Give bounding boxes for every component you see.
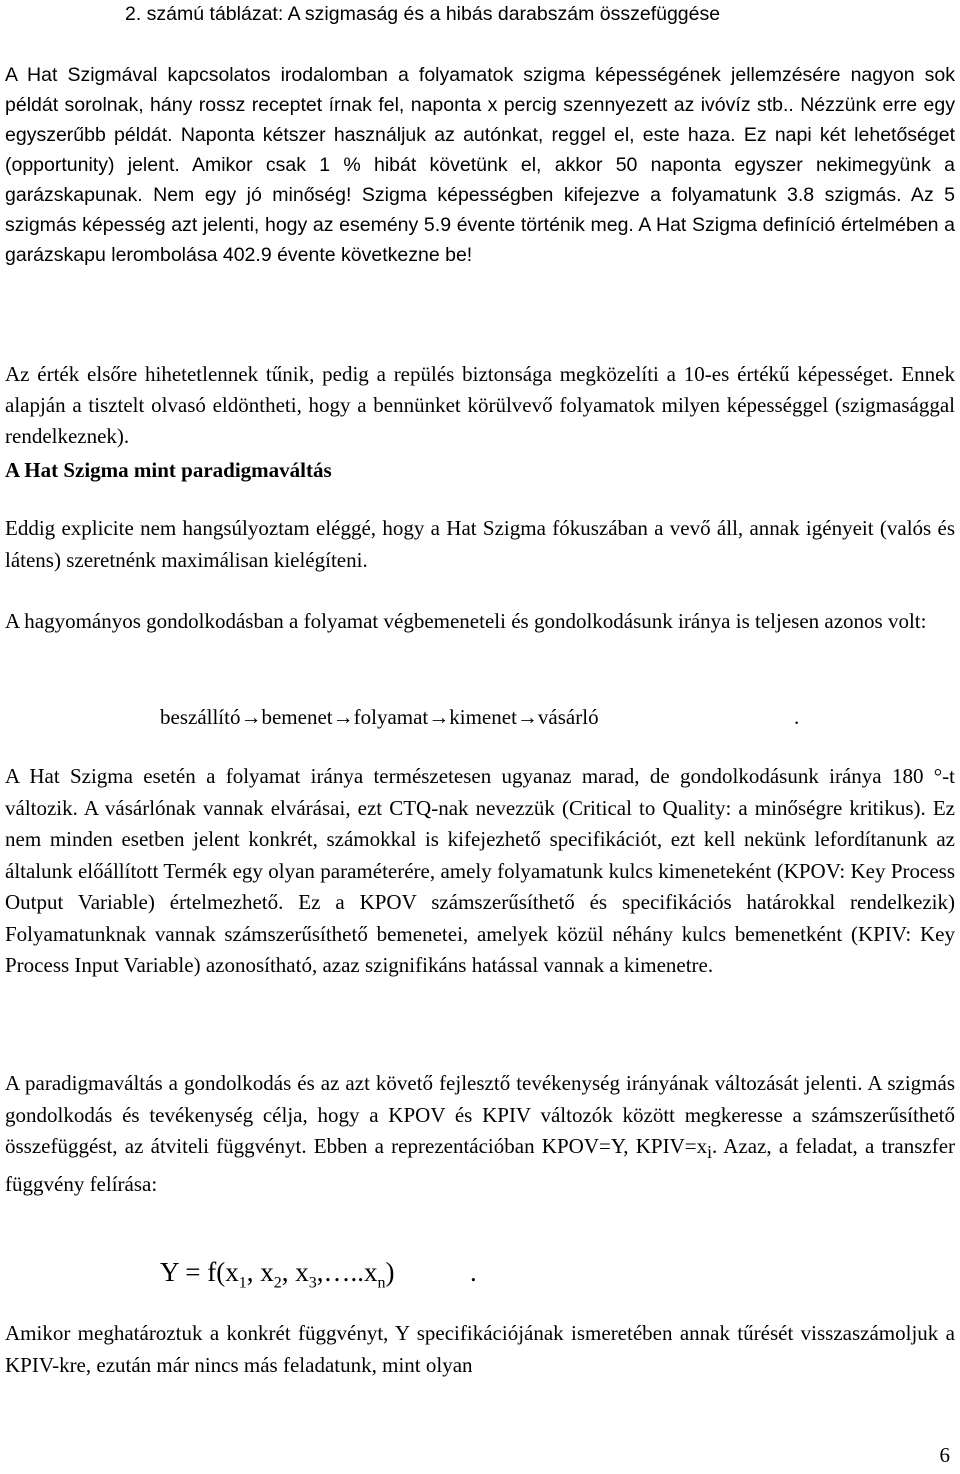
- formula-subscript: 3: [308, 1274, 317, 1292]
- table-caption: 2. számú táblázat: A szigmaság és a hibás darabszám összefüggése: [125, 3, 721, 25]
- flow-supplier: beszállító: [160, 705, 241, 729]
- formula-subscript: 2: [273, 1274, 282, 1292]
- formula-part: ,…..x: [316, 1257, 378, 1287]
- flow-input: bemenet: [261, 705, 333, 729]
- subscript-i: i: [707, 1142, 712, 1163]
- right-arrow-icon: →: [240, 705, 262, 729]
- process-flow-formula: [160, 702, 800, 732]
- paradigm-text: A paradigmaváltás a gondolkodás és az azt követő fejlesztő tevékenység irányának változását jelenti. A szigmás gondolkodás és tevékenység célja, hogy a KPOV és KPIV változók között megkeresse a számszerűsíthető összefüggést, az átviteli függvényt. Ebben a reprezentációban KPOV=Y, KPIV=x: [5, 1071, 955, 1158]
- flow-output: kimenet: [449, 705, 517, 729]
- section-heading: A Hat Szigma mint paradigmaváltás: [5, 458, 332, 482]
- paragraph-paradigm-shift: [5, 1068, 955, 1200]
- flow-end-period: .: [794, 705, 800, 729]
- paragraph-traditional-thinking: A hagyományos gondolkodásban a folyamat végbemeneteli és gondolkodásunk iránya is teljesen azonos volt:: [5, 609, 927, 633]
- paragraph-tolerance: Amikor meghatároztuk a konkrét függvényt, Y specifikációjának ismeretében annak tűrését visszaszámoljuk a KPIV-kre, ezután már nincs más feladatunk, mint olyan: [5, 1321, 955, 1377]
- right-arrow-icon: →: [332, 705, 354, 729]
- formula-part: ): [385, 1257, 395, 1287]
- flow-customer: vásárló: [537, 705, 599, 729]
- formula-part: , x: [281, 1257, 309, 1287]
- page-number: 6: [939, 1443, 950, 1467]
- paragraph-six-sigma-direction: A Hat Szigma esetén a folyamat iránya természetesen ugyanaz marad, de gondolkodásunk iránya 180 °-t változik. A vásárlónak vannak elvárásai, ezt CTQ-nak nevezzük (Critical to Quality: a minőségre kritikus). Ez nem minden esetben jelent konkrét, számokkal is kifejezhető specifikációt, ezt kell nekünk lefordítanunk az általunk előállított Termék egy olyan paraméterére, amely folyamatunk kulcs kimeneteként (KPOV: Key Process Output Variable) értelmezhető. Ez a KPOV számszerűsíthető és specifikációs határokkal rendelkezik) Folyamatunknak vannak számszerűsíthető bemenetei, amelyek közül néhány kulcs bemenetként (KPIV: Key Process Input Variable) azonosítható, azaz szignifikáns hatással vannak a kimenetre.: [5, 764, 955, 977]
- paragraph-garage-example: A Hat Szigmával kapcsolatos irodalomban a folyamatok szigma képességének jellemzésére nagyon sok példát sorolnak, hány rossz receptet írnak fel, naponta x percig szennyezett az ivóvíz stb.. Nézzünk erre egy egyszerűbb példát. Naponta kétszer használjuk az autónkat, reggel el, este haza. Ez napi két lehetőséget (opportunity) jelent. Amikor csak 1 % hibát követünk el, akkor 50 naponta egyszer nekimegyünk a garázskapunak. Nem egy jó minőség! Szigma képességben kifejezve a folyamatunk 3.8 szigmás. Az 5 szigmás képesség azt jelenti, hogy az esemény 5.9 évente történik meg. A Hat Szigma definíció értelmében a garázskapu lerombolása 402.9 évente következne be!: [5, 64, 955, 266]
- right-arrow-icon: →: [516, 705, 538, 729]
- transfer-function-formula: [160, 1255, 477, 1300]
- formula-part: , x: [246, 1257, 274, 1287]
- formula-subscript: 1: [238, 1274, 247, 1292]
- paradigm-tail: . Azaz, a feladat, a transzfer függvény felírása:: [5, 1134, 956, 1196]
- flow-process: folyamat: [353, 705, 429, 729]
- paragraph-capability-comment-placeholder: Az érték elsőre hihetetlennek tűnik, pedig a repülés biztonsága megközelíti a 10-es értékű képességet. Ennek alapján a tisztelt olvasó eldöntheti, hogy a bennünket körülvevő folyamatok milyen képességgel (szigmasággal rendelkeznek).: [5, 362, 955, 448]
- formula-end-period: .: [470, 1257, 477, 1287]
- right-arrow-icon: →: [428, 705, 450, 729]
- formula-subscript: n: [377, 1274, 386, 1292]
- formula-part: Y = f(x: [160, 1257, 239, 1287]
- paragraph-customer-focus: Eddig explicite nem hangsúlyoztam eléggé, hogy a Hat Szigma fókuszában a vevő áll, annak igényeit (valós és látens) szeretnénk maximálisan kielégíteni.: [5, 516, 955, 572]
